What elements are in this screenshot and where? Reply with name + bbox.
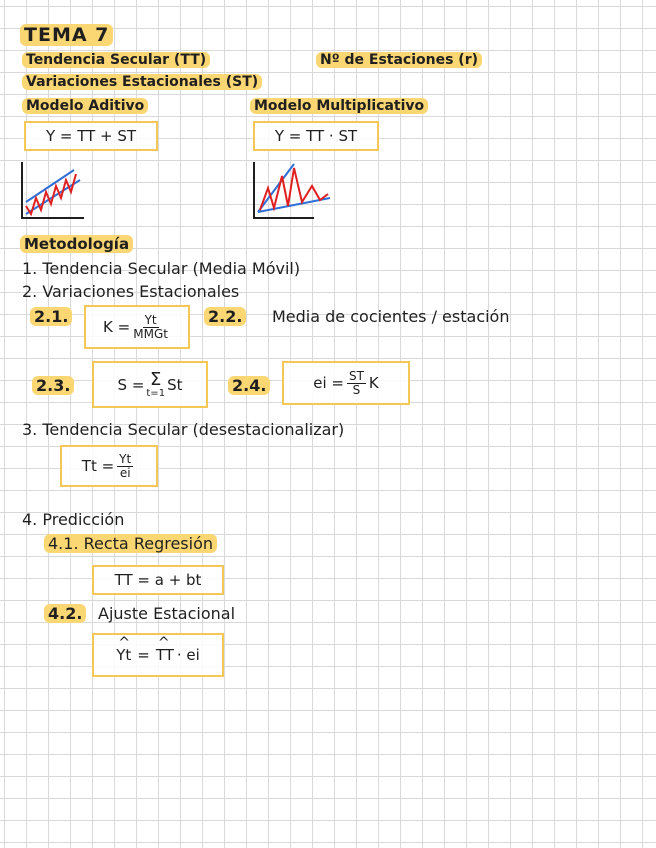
k-lhs: K = [103, 318, 131, 336]
tt-hat: ^ TT [156, 646, 174, 664]
methodology-heading: Metodología [20, 235, 133, 253]
step-3: 3. Tendencia Secular (desestacionalizar) [22, 420, 345, 439]
s-lhs: S = [117, 375, 145, 394]
k-denominator: MMGt [133, 326, 168, 341]
ei-lhs: ei = [313, 374, 344, 392]
ei-denominator: S [352, 382, 361, 397]
tt-numerator: Yt [119, 451, 132, 466]
num-seasons-label: Nº de Estaciones (r) [316, 52, 482, 68]
additive-model-label: Modelo Aditivo [22, 98, 148, 114]
page-title: TEMA 7 [20, 24, 113, 46]
ei-tail: K [368, 374, 379, 392]
trend-secular-label: Tendencia Secular (TT) [22, 52, 210, 68]
k-formula-box [84, 305, 190, 349]
s-term: St [167, 375, 183, 394]
seasonal-fit-formula-box [92, 633, 224, 677]
sigma-symbol: Σ [150, 368, 162, 390]
multiplicative-formula-box [253, 121, 379, 151]
ei-formula-box [282, 361, 410, 405]
seasonal-variations-label: Variaciones Estacionales (ST) [22, 74, 262, 90]
additive-formula-box [24, 121, 158, 151]
step-1: 1. Tendencia Secular (Media Móvil) [22, 259, 301, 278]
step-2-2-label: 2.2. [204, 307, 246, 326]
k-numerator: Yt [144, 312, 157, 327]
yt-hat: ^ Yt [116, 646, 131, 664]
step-2-4-label: 2.4. [228, 376, 270, 395]
regression-formula: TT = a + bt [114, 571, 202, 589]
step-4-2-text: Ajuste Estacional [98, 604, 236, 623]
tt-formula-box [60, 445, 158, 487]
equals-sign: = [137, 646, 150, 664]
tt-denominator: ei [119, 465, 131, 480]
step-2-3-label: 2.3. [32, 376, 74, 395]
s-formula-box [92, 361, 208, 408]
step-4-2-label: 4.2. [44, 604, 86, 623]
tt-lhs: Tt = [81, 457, 115, 475]
ei-numerator: ST [348, 368, 364, 383]
multiplicative-model-sketch [250, 158, 334, 222]
additive-formula: Y = TT + ST [45, 127, 137, 145]
multiplicative-model-label: Modelo Multiplicativo [250, 98, 428, 114]
step-2: 2. Variaciones Estacionales [22, 282, 240, 301]
step-2-2-text: Media de cocientes / estación [272, 307, 510, 326]
step-2-1-label: 2.1. [30, 307, 72, 326]
regression-formula-box [92, 565, 224, 595]
ei-factor: · ei [176, 646, 200, 664]
step-4: 4. Predicción [22, 510, 125, 529]
step-4-1: 4.1. Recta Regresión [44, 534, 217, 553]
additive-model-sketch [18, 158, 88, 222]
multiplicative-formula: Y = TT · ST [274, 127, 358, 145]
sigma-subscript: t=1 [146, 387, 166, 399]
